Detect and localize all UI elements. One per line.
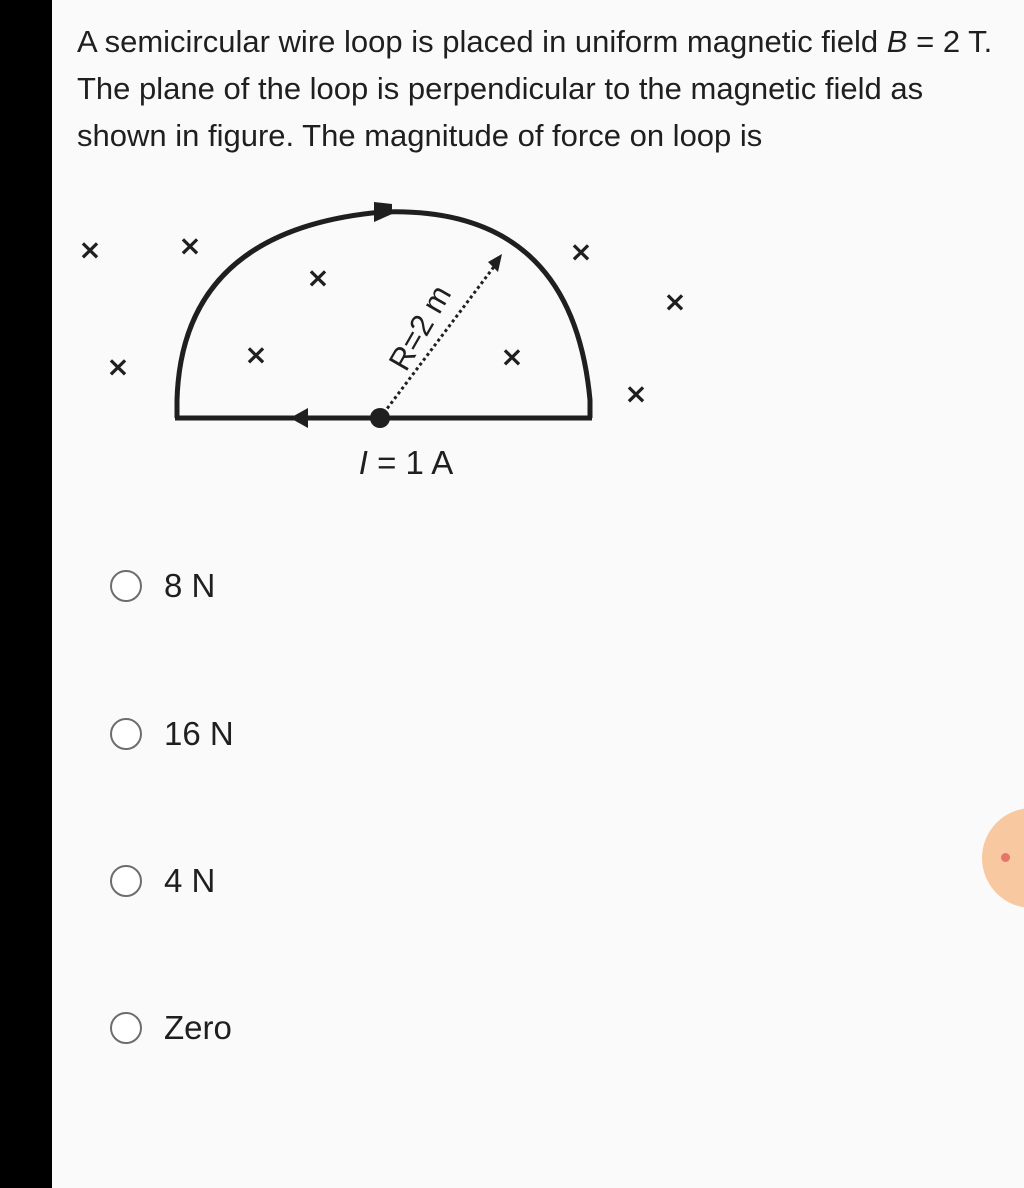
option-label: 16 N — [164, 715, 234, 752]
quiz-page — [52, 0, 1024, 1188]
radio-button[interactable] — [110, 718, 142, 750]
option-zero[interactable] — [110, 1003, 232, 1053]
radio-button[interactable] — [110, 570, 142, 602]
magnetic-field-diagram — [52, 0, 1024, 520]
option-label: Zero — [164, 1009, 232, 1046]
current-arrow-arc — [374, 202, 392, 222]
current-arrow-diameter — [290, 408, 308, 428]
question-text-part1: A semicircular wire loop is placed in uniform magnetic field — [77, 24, 887, 59]
field-cross: × — [663, 285, 687, 318]
field-cross: × — [78, 233, 102, 266]
current-label — [359, 444, 454, 481]
option-16n[interactable] — [110, 709, 234, 759]
radius-label: R=2 m — [381, 279, 459, 377]
field-variable: B — [886, 24, 908, 59]
field-cross: × — [178, 229, 202, 262]
floating-action-button[interactable] — [982, 808, 1024, 908]
radio-button[interactable] — [110, 1012, 142, 1044]
current-arrow-arc-upper-right — [488, 254, 502, 272]
option-8n[interactable] — [110, 561, 215, 611]
semicircle-arc — [177, 212, 593, 418]
field-cross: × — [500, 340, 524, 373]
field-cross: × — [569, 235, 593, 268]
current-variable: I — [358, 444, 368, 481]
current-value: = 1 A — [367, 444, 454, 481]
option-label: 8 N — [164, 567, 216, 604]
field-cross: × — [106, 350, 130, 383]
field-cross: × — [624, 377, 648, 410]
option-label: 4 N — [164, 862, 216, 899]
center-dot — [370, 408, 390, 428]
field-cross: × — [244, 338, 268, 371]
dot-icon — [1001, 853, 1010, 862]
question-text-part2: = 2 T. The plane of the loop is perpendicular to the magnetic field as shown in figure. The magnitude of force on loop is — [77, 24, 993, 153]
option-4n[interactable] — [110, 856, 215, 906]
radio-button[interactable] — [110, 865, 142, 897]
field-cross: × — [306, 261, 330, 294]
